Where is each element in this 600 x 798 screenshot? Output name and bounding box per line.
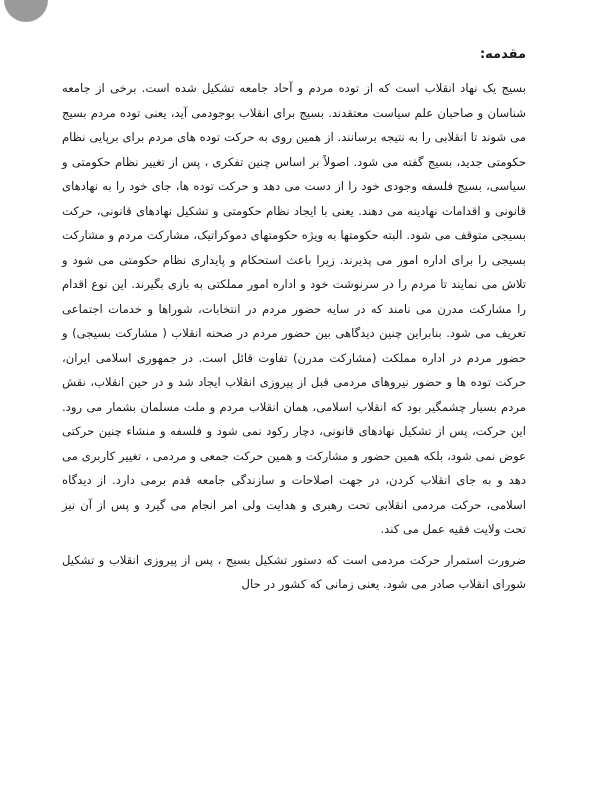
paragraph-1: بسیج یک نهاد انقلاب است که از توده مردم و آحاد جامعه تشکیل شده است. برخی از جامعه شناسان و صاحبان علم سیاست معتقدند. بسیج برای انقلاب بوجودمی آید، یعنی توده مردم بسیج می شوند تا انقلابی را به نتیجه برسانند. از همین روی به حرکت توده های مردم برای برپایی نظام حکومتی جدید، بسیج گفته می شود. اصولاً بر اساس چنین تفکری ، پس از تغییر نظام حکومتی و سیاسی، بسیج فلسفه وجودی خود را از دست می دهد و حرکت توده ها، جای خود را به نهادهای قانونی و اقدامات نهادینه می دهند. یعنی با ایجاد نظام حکومتی و تشکیل نهادهای قانونی، حرکت بسیجی متوقف می شود. البته حکومتها به ویژه حکومتهای دموکراتیک، مشارکت مردم و مشارکت بسیجی را برای اداره امور می پذیرند. زیرا باعث استحکام و پایداری نظام حکومتی می شود و تلاش می نمایند تا مردم را در سرنوشت خود و اداره امور مملکتی به بازی بگیرند. این نوع اقدام را مشارکت مدرن می نامند که در سایه حضور مردم در انتخابات، شوراها و خدمات اجتماعی تعریف می شود. بنابراین چنین دیدگاهی بین حضور مردم در صحنه انقلاب ( مشارکت بسیجی) و حضور مردم در اداره مملکت (مشارکت مدرن) تفاوت قائل است. در جمهوری اسلامی ایران، حرکت توده ها و حضور نیروهای مردمی قبل از پیروزی انقلاب ایجاد شد و در حین انقلاب، نقش مردم بسیار چشمگیر بود که انقلاب اسلامی، همان انقلاب مردم و ملت مسلمان بشمار می رود. این حرکت، پس از تشکیل نهادهای قانونی، دچار رکود نمی شود و فلسفه و منشاء چنین حرکتی عوض نمی شود، بلکه همین حضور و مشارکت و همین حرکت جمعی و مردمی ، تغییر کاربری می دهد و به جای انقلاب کردن، در جهت اصلاحات و سازندگی جامعه قدم برمی دارد. از دیدگاه اسلامی، حرکت مردمی انقلابی تحت رهبری و هدایت ولی امر انجام می گیرد و پس از آن نیز تحت ولایت فقیه عمل می کند. <box>62 81 526 536</box>
section-heading: مقدمه: <box>479 47 526 62</box>
avatar <box>4 0 48 22</box>
document-page <box>62 44 526 603</box>
paragraph-2: ضرورت استمرار حرکت مردمی است که دستور تشکیل بسیج ، پس از پیروزی انقلاب و تشکیل شورای انقلاب صادر می شود. یعنی زمانی که کشور در حال <box>62 552 526 591</box>
